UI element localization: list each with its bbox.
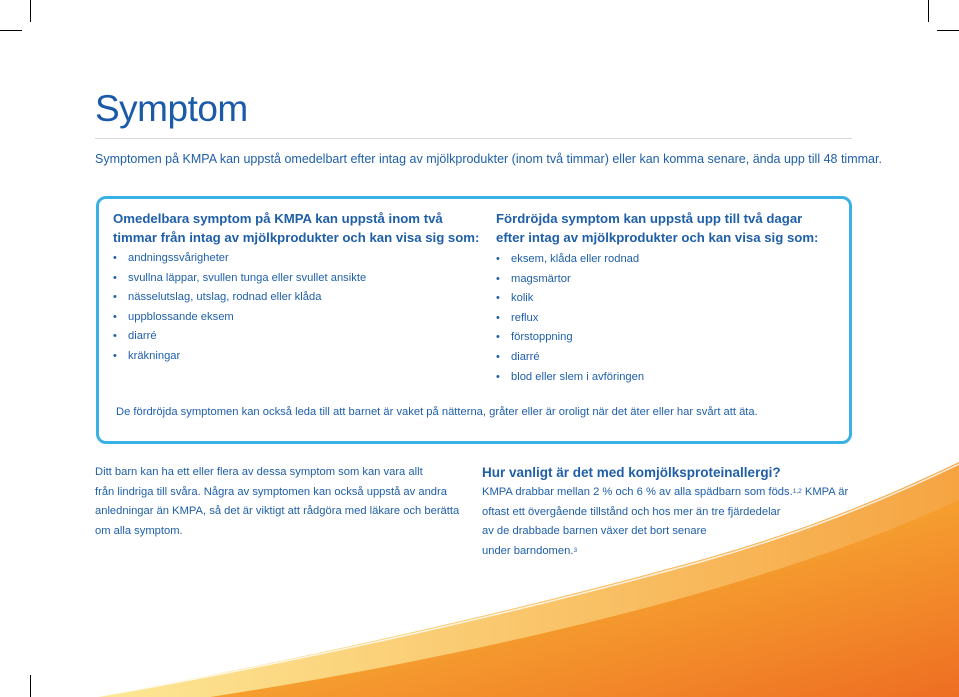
severity-paragraph: Ditt barn kan ha ett eller flera av dessa symptom som kan vara allt från lindriga till svåra. Några av symptomen kan också uppstå av andra anledningar än KMPA, så det är viktigt att rådgöra med läkare och berätta om alla symptom. <box>95 466 460 537</box>
reference-marker: 1,2 <box>792 488 802 495</box>
list-item: • diarré <box>496 348 644 368</box>
bullet-icon: • <box>496 311 500 324</box>
intro-text: Symptomen på KMPA kan uppstå omedelbart efter intag av mjölkprodukter (inom två timmar) eller kan komma senare, ända upp till 48 timmar. <box>95 152 882 166</box>
list-item: • reflux <box>496 309 644 329</box>
bullet-icon: • <box>496 370 500 383</box>
bullet-icon: • <box>496 350 500 363</box>
list-item: • diarré <box>113 327 366 347</box>
bullet-icon: • <box>496 253 500 265</box>
bullet-icon: • <box>496 292 500 305</box>
list-item: • kräkningar <box>113 347 366 367</box>
delayed-symptoms-note: De fördröjda symptomen kan också leda till att barnet är vaket på nätterna, gråter eller är oroligt när det äter eller har svårt att äta. <box>116 406 758 418</box>
symptom-box <box>96 196 852 444</box>
delayed-symptoms-heading: Fördröjda symptom kan uppstå upp till två dagar efter intag av mjölkprodukter och kan visa sig som: <box>496 211 819 245</box>
bullet-icon: • <box>113 349 117 362</box>
page-title: Symptom <box>95 88 248 129</box>
list-item: • blod eller slem i avföringen <box>496 368 644 388</box>
list-item: • nässelutslag, utslag, rodnad eller klåda <box>113 288 366 308</box>
list-item: • uppblossande eksem <box>113 308 366 328</box>
list-item: • magsmärtor <box>496 270 644 290</box>
bullet-icon: • <box>113 291 117 304</box>
list-item: • svullna läppar, svullen tunga eller svullet ansikte <box>113 269 366 289</box>
bullet-icon: • <box>113 330 117 343</box>
bullet-icon: • <box>113 310 117 323</box>
list-item: • andningssvårigheter <box>113 249 366 269</box>
prevalence-paragraph: KMPA drabbar mellan 2 % och 6 % av alla spädbarn som föds.$^{1,2}$ KMPA är oftast ett övergående tillstånd och hos mer än tre fjärdedelar av de drabbade barnen växer det bort senare under barndomen.$^3$ <box>482 486 849 557</box>
immediate-symptoms-heading: Omedelbara symptom på KMPA kan uppstå inom två timmar från intag av mjölkprodukter och kan visa sig som: <box>113 211 480 245</box>
delayed-symptoms-list <box>496 250 644 387</box>
title-divider <box>95 138 852 139</box>
bullet-icon: • <box>496 272 500 285</box>
prevalence-heading: Hur vanligt är det med komjölksproteinallergi? <box>482 465 781 480</box>
list-item: • kolik <box>496 289 644 309</box>
reference-marker: 3 <box>573 546 578 554</box>
list-item: • förstoppning <box>496 328 644 348</box>
immediate-symptoms-list <box>113 249 366 367</box>
list-item: • eksem, klåda eller rodnad <box>496 250 644 270</box>
bullet-icon: • <box>113 252 117 264</box>
bullet-icon: • <box>113 271 117 284</box>
bullet-icon: • <box>496 331 500 344</box>
